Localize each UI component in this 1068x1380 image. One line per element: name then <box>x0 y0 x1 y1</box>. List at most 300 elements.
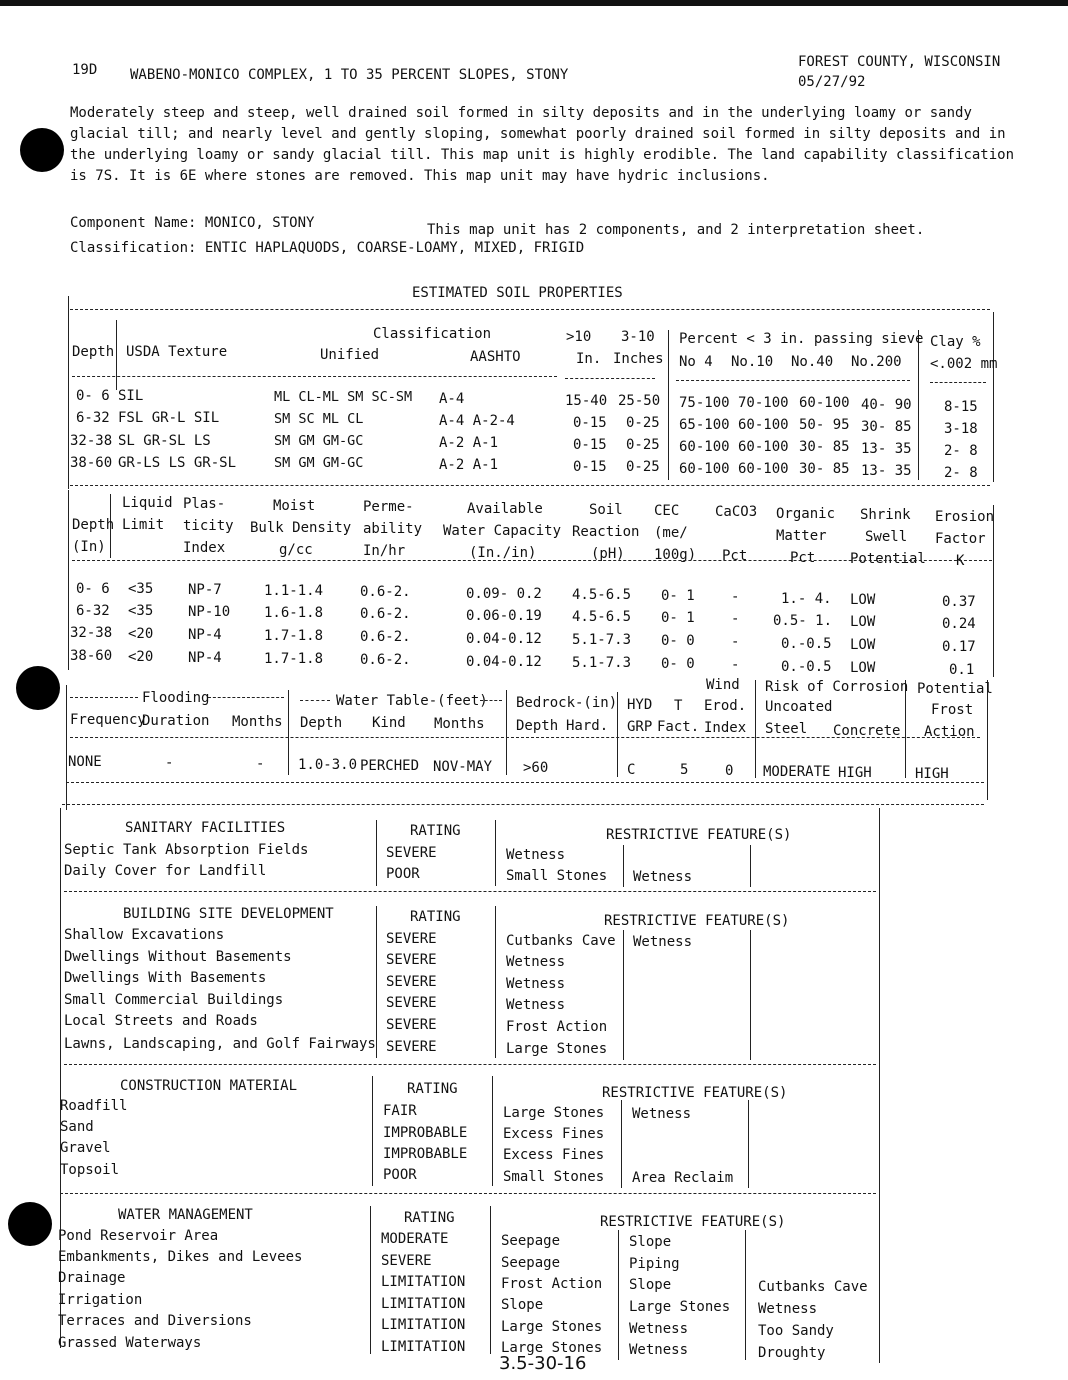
feature-1: Wetness <box>506 847 566 863</box>
col-rule <box>668 330 669 480</box>
hdr-erod: Erod. <box>704 698 747 714</box>
hdr-me: (me/ <box>654 525 688 541</box>
hdr-water-capacity: Water Capacity <box>443 523 562 539</box>
col-rule <box>492 1076 493 1186</box>
cell-shrink-swell: LOW <box>850 637 876 653</box>
cell-usda: SIL <box>118 388 144 404</box>
feature-1: Cutbanks Cave <box>506 933 616 949</box>
hdr-clay-sub: <.002 mm <box>930 356 998 372</box>
cell-no4: 60-100 <box>679 439 730 455</box>
cell-frost-action: HIGH <box>915 766 949 782</box>
hdr-perme: Perme- <box>363 499 414 515</box>
hdr-in: In. <box>576 351 602 367</box>
hdr-depth-in: (In) <box>72 539 106 555</box>
hdr-uncoated: Uncoated <box>765 699 833 715</box>
rating-value: SEVERE <box>386 952 437 968</box>
feature-1: Excess Fines <box>503 1147 605 1163</box>
rating-value: SEVERE <box>386 1039 437 1055</box>
hdr-100g: 100g) <box>654 547 697 563</box>
hdr-classification: Classification <box>373 326 492 342</box>
hdr-depth: Depth <box>72 517 115 533</box>
feature-2: Piping <box>629 1256 680 1272</box>
section-title: CONSTRUCTION MATERIAL <box>120 1078 298 1094</box>
col-rule <box>495 906 496 1058</box>
feature-1: Frost Action <box>501 1276 603 1292</box>
cell-no200: 30- 85 <box>861 419 912 435</box>
cell-awc: 0.06-0.19 <box>466 608 542 624</box>
cell-k-factor: 0.37 <box>942 594 976 610</box>
cell-depth: 38-60 <box>70 455 113 471</box>
use-label: Septic Tank Absorption Fields <box>64 842 309 858</box>
cell-ph: 4.5-6.5 <box>572 587 632 603</box>
cell-depth: 32-38 <box>70 625 113 641</box>
cell-depth: 0- 6 <box>76 581 110 597</box>
hdr-frost: Frost <box>931 702 974 718</box>
divider <box>208 697 284 698</box>
cell-permeability: 0.6-2. <box>360 629 411 645</box>
cell-wind-index: 0 <box>725 763 734 779</box>
hdr-inhr: In/hr <box>363 543 406 559</box>
cell-aashto: A-4 A-2-4 <box>439 413 515 429</box>
col-rule <box>750 930 751 1060</box>
rating-value: LIMITATION <box>381 1296 466 1312</box>
hdr-hyd: HYD <box>627 697 653 713</box>
hdr-wt-months: Months <box>434 716 485 732</box>
cell-depth: 0- 6 <box>76 388 110 404</box>
col-rule <box>748 1100 749 1188</box>
divider <box>66 782 984 783</box>
cell-permeability: 0.6-2. <box>360 584 411 600</box>
page-top-edge <box>0 0 1068 6</box>
cell-caco3: - <box>731 634 740 650</box>
feature-1: Frost Action <box>506 1019 608 1035</box>
cell-unified: ML CL-ML SM SC-SM <box>274 389 413 405</box>
feature-2: Wetness <box>629 1342 689 1358</box>
cell-caco3: - <box>731 657 740 673</box>
hdr-flooding: Flooding <box>142 690 210 706</box>
feature-1: Large Stones <box>501 1319 603 1335</box>
col-rule <box>495 820 496 886</box>
feature-1: Large Stones <box>506 1041 608 1057</box>
rating-value: LIMITATION <box>381 1339 466 1355</box>
cell-organic-matter: 0.-0.5 <box>781 636 832 652</box>
cell-liquid-limit: <35 <box>128 603 154 619</box>
restrictive-header: RESTRICTIVE FEATURE(S) <box>606 827 792 843</box>
cell-months: - <box>256 756 265 772</box>
feature-1: Excess Fines <box>503 1126 605 1142</box>
feature-1: Large Stones <box>501 1340 603 1356</box>
divider <box>300 700 330 701</box>
hdr-fact: Fact. <box>657 719 700 735</box>
col-rule <box>288 690 289 775</box>
left-rule <box>60 808 61 1348</box>
hdr-no40: No.40 <box>791 354 834 370</box>
county-name: FOREST COUNTY, WISCONSIN <box>798 54 1001 70</box>
cell-ph: 4.5-6.5 <box>572 609 632 625</box>
cell-bulk-density: 1.7-1.8 <box>264 628 324 644</box>
hdr-gt10: >10 <box>566 329 592 345</box>
map-unit-title: WABENO-MONICO COMPLEX, 1 TO 35 PERCENT SLOPES, STONY <box>130 67 569 83</box>
feature-1: Small Stones <box>503 1169 605 1185</box>
feature-1: Wetness <box>506 997 566 1013</box>
cell-liquid-limit: <20 <box>128 626 154 642</box>
cell-depth: 6-32 <box>76 603 110 619</box>
hdr-matter: Matter <box>776 528 827 544</box>
hdr-plas: Plas- <box>183 496 226 512</box>
rating-header: RATING <box>404 1210 455 1226</box>
cell-organic-matter: 0.-0.5 <box>781 659 832 675</box>
feature-1: Wetness <box>506 954 566 970</box>
cell-shrink-swell: LOW <box>850 592 876 608</box>
use-label: Topsoil <box>60 1162 120 1178</box>
cell-plasticity-index: NP-10 <box>188 604 231 620</box>
col-rule <box>623 930 624 1060</box>
cell-k-factor: 0.24 <box>942 616 976 632</box>
feature-1: Seepage <box>501 1233 561 1249</box>
cell-k-factor: 0.1 <box>949 662 975 678</box>
divider <box>62 804 984 805</box>
hdr-potential: Potential <box>850 551 926 567</box>
hdr-action: Action <box>924 724 975 740</box>
rating-header: RATING <box>407 1081 458 1097</box>
feature-3: Too Sandy <box>758 1323 834 1339</box>
hdr-wind: Wind <box>706 677 740 693</box>
rating-value: SEVERE <box>386 845 437 861</box>
col-rule <box>116 320 117 390</box>
cell-t-factor: 5 <box>680 762 689 778</box>
feature-1: Wetness <box>506 976 566 992</box>
cell-k-factor: 0.17 <box>942 639 976 655</box>
cell-gt10: 0-15 <box>573 415 607 431</box>
divider <box>930 382 986 383</box>
cell-bulk-density: 1.1-1.4 <box>264 583 324 599</box>
col-rule <box>618 1230 619 1360</box>
use-label: Irrigation <box>58 1292 143 1308</box>
hdr-unified: Unified <box>320 347 380 363</box>
cell-hyd-grp: C <box>627 762 636 778</box>
cell-gt10: 15-40 <box>565 393 608 409</box>
properties-title: ESTIMATED SOIL PROPERTIES <box>412 285 623 301</box>
cell-caco3: - <box>731 611 740 627</box>
cell-clay: 2- 8 <box>944 465 978 481</box>
right-rule <box>993 505 994 677</box>
feature-1: Large Stones <box>503 1105 605 1121</box>
hdr-available: Available <box>467 501 543 517</box>
use-label: Shallow Excavations <box>64 927 225 943</box>
cell-usda: SL GR-SL LS <box>118 433 211 449</box>
rating-value: IMPROBABLE <box>383 1146 468 1162</box>
cell-no10: 60-100 <box>738 439 789 455</box>
feature-2: Slope <box>629 1277 672 1293</box>
section-title: BUILDING SITE DEVELOPMENT <box>123 906 334 922</box>
hdr-duration: Duration <box>142 713 210 729</box>
col-rule <box>621 1100 622 1188</box>
cell-depth: 32-38 <box>70 433 113 449</box>
cell-unified: SM SC ML CL <box>274 411 364 427</box>
use-label: Embankments, Dikes and Levees <box>58 1249 303 1265</box>
hdr-depth: Depth <box>72 344 115 360</box>
cell-kind: PERCHED <box>360 758 420 774</box>
left-rule <box>68 296 69 489</box>
hdr-frequency: Frequency <box>70 712 146 728</box>
cell-no10: 60-100 <box>738 417 789 433</box>
cell-cec: 0- 1 <box>661 610 695 626</box>
use-label: Gravel <box>60 1140 111 1156</box>
feature-2: Slope <box>629 1234 672 1250</box>
cell-3-10: 0-25 <box>626 437 660 453</box>
feature-2: Wetness <box>633 934 693 950</box>
hdr-soil: Soil <box>589 502 623 518</box>
cell-no10: 70-100 <box>738 395 789 411</box>
rating-value: FAIR <box>383 1103 417 1119</box>
cell-bulk-density: 1.6-1.8 <box>264 605 324 621</box>
hdr-3-10: 3-10 <box>621 329 655 345</box>
cell-ph: 5.1-7.3 <box>572 655 632 671</box>
component-name: Component Name: MONICO, STONY <box>70 215 315 231</box>
divider <box>72 376 557 377</box>
hdr-t: T <box>674 698 683 714</box>
use-label: Sand <box>60 1119 94 1135</box>
hdr-ability: ability <box>363 521 423 537</box>
col-rule <box>490 1206 491 1354</box>
cell-br-depth: >60 <box>523 760 549 776</box>
cell-plasticity-index: NP-4 <box>188 627 222 643</box>
cell-aashto: A-2 A-1 <box>439 435 499 451</box>
col-rule <box>376 906 377 1058</box>
divider <box>64 891 876 892</box>
cell-wt-months: NOV-MAY <box>433 759 493 775</box>
hdr-no10: No.10 <box>731 354 774 370</box>
use-label: Lawns, Landscaping, and Golf Fairways <box>64 1036 376 1052</box>
hdr-bulk-density: Bulk Density <box>250 520 352 536</box>
cell-duration: - <box>165 755 174 771</box>
rating-value: LIMITATION <box>381 1274 466 1290</box>
cell-awc: 0.04-0.12 <box>466 654 542 670</box>
hdr-caco3-pct: Pct <box>722 548 748 564</box>
hdr-kind: Kind <box>372 715 406 731</box>
feature-1: Small Stones <box>506 868 608 884</box>
cell-liquid-limit: <20 <box>128 649 154 665</box>
cell-no40: 30- 85 <box>799 461 850 477</box>
feature-3: Droughty <box>758 1345 826 1361</box>
hdr-ph: (pH) <box>591 546 625 562</box>
cell-gt10: 0-15 <box>573 437 607 453</box>
cell-no10: 60-100 <box>738 461 789 477</box>
cell-3-10: 25-50 <box>618 393 661 409</box>
col-rule <box>755 680 756 778</box>
rating-value: IMPROBABLE <box>383 1125 468 1141</box>
left-rule <box>66 685 67 810</box>
cell-aashto: A-2 A-1 <box>439 457 499 473</box>
cell-no40: 30- 85 <box>799 439 850 455</box>
rating-value: SEVERE <box>386 974 437 990</box>
feature-3: Cutbanks Cave <box>758 1279 868 1295</box>
col-rule <box>376 820 377 886</box>
cell-no4: 75-100 <box>679 395 730 411</box>
rating-header: RATING <box>410 823 461 839</box>
hdr-cec: CEC <box>654 503 680 519</box>
hdr-no4: No 4 <box>679 354 713 370</box>
feature-3: Wetness <box>758 1301 818 1317</box>
cell-usda: GR-LS LS GR-SL <box>118 455 237 471</box>
cell-clay: 3-18 <box>944 421 978 437</box>
hdr-liquid: Liquid <box>122 495 173 511</box>
cell-depth: 38-60 <box>70 648 113 664</box>
hdr-index: Index <box>183 540 226 556</box>
col-rule <box>623 845 624 887</box>
cell-plasticity-index: NP-4 <box>188 650 222 666</box>
cell-concrete: HIGH <box>838 765 872 781</box>
hdr-om-pct: Pct <box>790 550 816 566</box>
hdr-grp: GRP <box>627 719 653 735</box>
hdr-inches: Inches <box>613 351 664 367</box>
cell-frequency: NONE <box>68 754 102 770</box>
cell-organic-matter: 0.5- 1. <box>773 613 833 629</box>
hdr-shrink: Shrink <box>860 507 911 523</box>
rating-value: MODERATE <box>381 1231 449 1247</box>
cell-clay: 2- 8 <box>944 443 978 459</box>
col-rule <box>370 1206 371 1354</box>
hdr-br-depth: Depth <box>516 718 559 734</box>
cell-wt-depth: 1.0-3.0 <box>298 757 358 773</box>
cell-shrink-swell: LOW <box>850 660 876 676</box>
hdr-organic: Organic <box>776 506 836 522</box>
component-classification: Classification: ENTIC HAPLAQUODS, COARSE-LOAMY, MIXED, FRIGID <box>70 240 585 256</box>
feature-2: Wetness <box>629 1321 689 1337</box>
hdr-ticity: ticity <box>183 518 234 534</box>
rating-value: SEVERE <box>386 1017 437 1033</box>
use-label: Small Commercial Buildings <box>64 992 284 1008</box>
divider <box>480 700 502 701</box>
cell-organic-matter: 1.- 4. <box>781 591 832 607</box>
cell-3-10: 0-25 <box>626 415 660 431</box>
cell-depth: 6-32 <box>76 410 110 426</box>
hdr-no200: No.200 <box>851 354 902 370</box>
divider <box>70 485 990 486</box>
rating-value: POOR <box>386 866 420 882</box>
punch-hole-bottom <box>8 1202 52 1246</box>
col-rule <box>745 1230 746 1360</box>
page-number: 3.5-30-16 <box>499 1353 587 1374</box>
rating-value: LIMITATION <box>381 1317 466 1333</box>
hdr-steel: Steel <box>765 721 808 737</box>
cell-cec: 0- 0 <box>661 656 695 672</box>
right-rule <box>987 680 988 800</box>
hdr-aashto: AASHTO <box>470 349 521 365</box>
feature-2: Wetness <box>632 1106 692 1122</box>
rating-value: SEVERE <box>386 931 437 947</box>
section-title: WATER MANAGEMENT <box>118 1207 253 1223</box>
hdr-wt-depth: Depth <box>300 715 343 731</box>
hdr-gcc: g/cc <box>279 542 313 558</box>
hdr-clay: Clay % <box>930 334 981 350</box>
restrictive-header: RESTRICTIVE FEATURE(S) <box>604 913 790 929</box>
cell-clay: 8-15 <box>944 399 978 415</box>
hdr-moist: Moist <box>273 498 316 514</box>
feature-1: Seepage <box>501 1255 561 1271</box>
map-symbol: 19D <box>72 62 98 78</box>
hdr-percent-passing: Percent < 3 in. passing sieve <box>679 331 924 347</box>
hdr-bedrock: Bedrock-(in) <box>516 695 618 711</box>
use-label: Terraces and Diversions <box>58 1313 252 1329</box>
restrictive-header: RESTRICTIVE FEATURE(S) <box>600 1214 786 1230</box>
use-label: Grassed Waterways <box>58 1335 202 1351</box>
divider <box>70 309 990 310</box>
cell-unified: SM GM GM-GC <box>274 455 364 471</box>
hdr-inin: (In./in) <box>469 545 537 561</box>
rating-value: SEVERE <box>386 995 437 1011</box>
components-note: This map unit has 2 components, and 2 interpretation sheet. <box>427 222 925 238</box>
use-label: Pond Reservoir Area <box>58 1228 219 1244</box>
divider <box>70 737 980 738</box>
rating-value: POOR <box>383 1167 417 1183</box>
hdr-months: Months <box>232 714 283 730</box>
cell-awc: 0.04-0.12 <box>466 631 542 647</box>
section-title: SANITARY FACILITIES <box>125 820 286 836</box>
divider <box>72 560 992 561</box>
hdr-limit: Limit <box>122 517 165 533</box>
feature-2: Large Stones <box>629 1299 731 1315</box>
cell-ph: 5.1-7.3 <box>572 632 632 648</box>
hdr-erosion: Erosion <box>935 509 995 525</box>
cell-plasticity-index: NP-7 <box>188 582 222 598</box>
cell-permeability: 0.6-2. <box>360 606 411 622</box>
left-rule <box>68 490 69 670</box>
right-rule <box>993 312 994 482</box>
divider <box>565 378 655 379</box>
punch-hole-middle <box>16 666 60 710</box>
feature-1: Slope <box>501 1297 544 1313</box>
col-rule <box>750 845 751 887</box>
cell-liquid-limit: <35 <box>128 581 154 597</box>
col-rule <box>372 1076 373 1186</box>
use-label: Drainage <box>58 1270 126 1286</box>
hdr-factor: Factor <box>935 531 986 547</box>
cell-no40: 60-100 <box>799 395 850 411</box>
cell-unified: SM GM GM-GC <box>274 433 364 449</box>
hdr-water-table: Water Table-(feet) <box>336 693 488 709</box>
cell-no200: 13- 35 <box>861 463 912 479</box>
report-date: 05/27/92 <box>798 74 866 90</box>
map-unit-description: Moderately steep and steep, well drained soil formed in silty deposits and in the underlying loamy or sandy glacial till; and nearly level and gently sloping, somewhat poorly drained soil formed in silty deposits and in the underlying loamy or sandy glacial till. This map unit is highly erodible. The land capability classification is 7S. It is 6E where stones are removed. This map unit may have hydric inclusions. <box>70 105 1015 184</box>
col-rule <box>918 330 919 480</box>
cell-no200: 40- 90 <box>861 397 912 413</box>
right-rule <box>879 808 880 1363</box>
cell-steel: MODERATE <box>763 764 831 780</box>
cell-cec: 0- 1 <box>661 588 695 604</box>
use-label: Dwellings Without Basements <box>64 949 292 965</box>
use-label: Roadfill <box>60 1098 128 1114</box>
cell-usda: FSL GR-L SIL <box>118 410 220 426</box>
hdr-potential: Potential <box>917 681 993 697</box>
feature-2: Wetness <box>633 869 693 885</box>
cell-awc: 0.09- 0.2 <box>466 586 542 602</box>
divider <box>60 1193 876 1194</box>
hdr-k: K <box>956 553 965 569</box>
hdr-swell: Swell <box>865 529 908 545</box>
cell-gt10: 0-15 <box>573 459 607 475</box>
use-label: Dwellings With Basements <box>64 970 267 986</box>
cell-no4: 65-100 <box>679 417 730 433</box>
cell-shrink-swell: LOW <box>850 614 876 630</box>
cell-caco3: - <box>731 589 740 605</box>
punch-hole-top <box>20 128 64 172</box>
cell-cec: 0- 0 <box>661 633 695 649</box>
cell-no40: 50- 95 <box>799 417 850 433</box>
restrictive-header: RESTRICTIVE FEATURE(S) <box>602 1085 788 1101</box>
cell-3-10: 0-25 <box>626 459 660 475</box>
cell-no200: 13- 35 <box>861 441 912 457</box>
